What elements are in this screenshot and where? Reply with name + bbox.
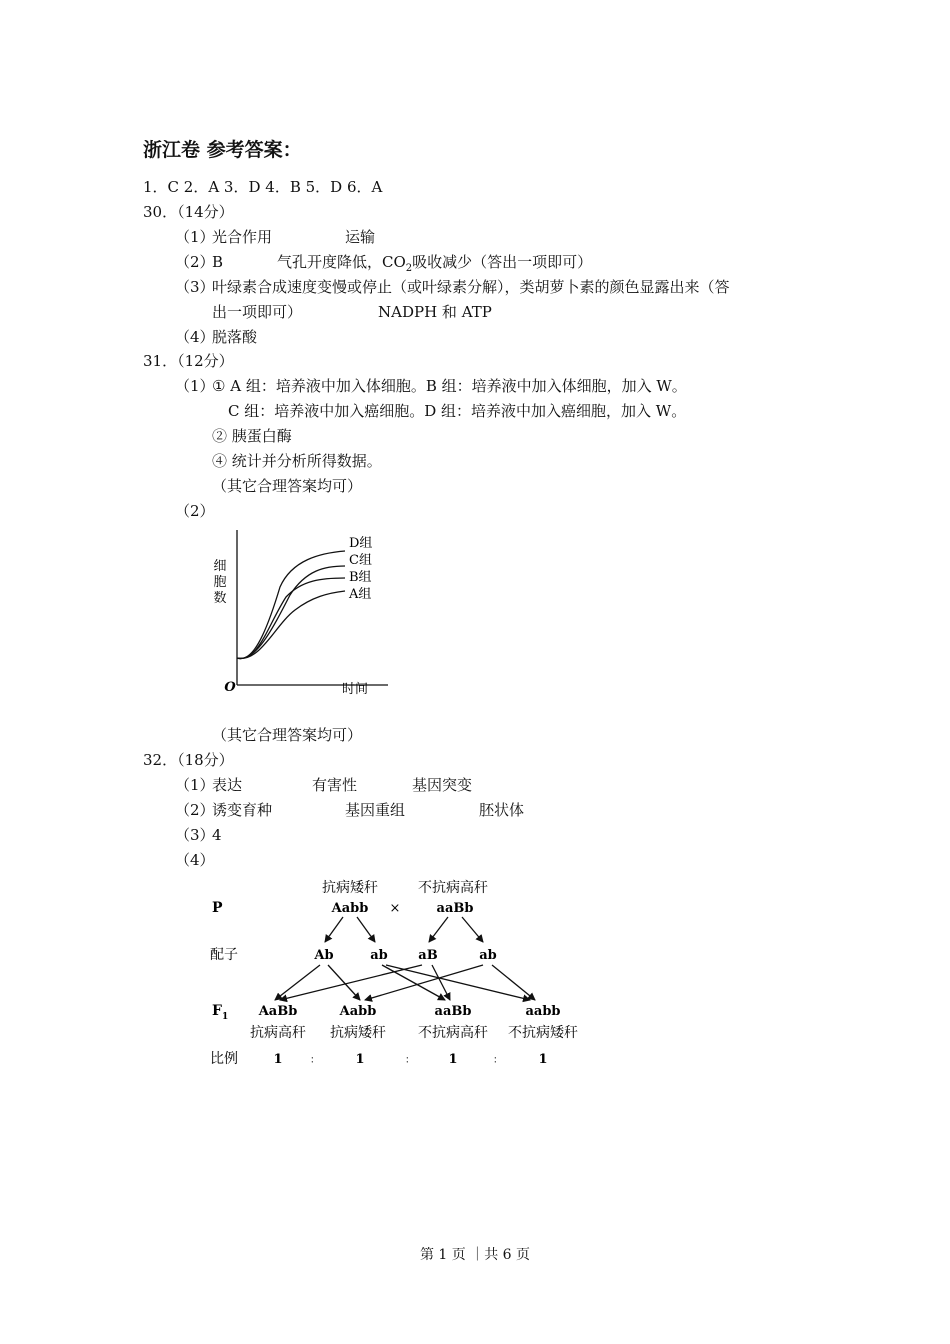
ratio-value-2: 1 (355, 1052, 365, 1067)
q31-line5: （其它合理答案均可） (212, 477, 363, 495)
genetic-cross-diagram (200, 875, 600, 1075)
q31-line2: C 组：培养液中加入癌细胞。D 组：培养液中加入癌细胞，加入 W。 (228, 402, 687, 420)
q32-p1-answer-a: 表达 (212, 776, 243, 794)
q31-line4: ④ 统计并分析所得数据。 (212, 452, 382, 470)
gamete-2: ab (370, 948, 388, 963)
arrow-aB-to-f1-1 (280, 965, 422, 1000)
gamete-3: aB (418, 948, 438, 963)
cross-symbol: × (389, 901, 401, 916)
q30-p2-answer-a: B (212, 253, 224, 271)
q32-p1-label: （1） (175, 776, 215, 794)
q32-p3-answer: 4 (212, 826, 222, 844)
series-label-B: B组 (349, 570, 372, 585)
arrow-ab-to-f1-2 (328, 965, 360, 1000)
q30-header: 30．（14分） (143, 203, 234, 221)
q32-p1-answer-b: 有害性 (312, 776, 358, 794)
q32-p4-label: （4） (175, 851, 215, 869)
origin-label: O (224, 680, 236, 695)
ratio-value-4: 1 (538, 1052, 548, 1067)
ratio-sep-3: ： (493, 1055, 503, 1066)
mc-answers: 1．C 2．A 3．D 4．B 5．D 6．A (143, 178, 383, 196)
q30-p2-answer-b: 气孔开度降低，$CO_2$吸收减少（答出一项即可） (277, 253, 593, 274)
q32-p1-answer-c: 基因突变 (412, 776, 473, 794)
series-line-A (237, 591, 345, 658)
series-label-C: C组 (349, 553, 372, 568)
ratio-sep-1: ： (310, 1055, 320, 1066)
q30-p1-label: （1） (175, 228, 215, 246)
q30-p3-line1: 叶绿素合成速度变慢或停止（或叶绿素分解），类胡萝卜素的颜色显露出来（答 (212, 278, 730, 296)
q32-p2-answer-b: 基因重组 (345, 801, 406, 819)
parent1-genotype: Aabb (331, 901, 369, 916)
arrow-ab4-to-f1-2 (365, 965, 483, 1000)
q31-header: 31．（12分） (143, 352, 234, 370)
q30-p3-line2: 出一项即可） (212, 303, 303, 321)
arrow-p1-to-gamete2 (357, 917, 375, 942)
f1-genotype-2: Aabb (339, 1004, 377, 1019)
f1-phenotype-4: 不抗病矮秆 (508, 1025, 578, 1041)
p-label: P (212, 900, 223, 916)
f1-label: $F_1$ (212, 1003, 229, 1022)
parent2-phenotype: 不抗病高秆 (418, 880, 488, 896)
f1-genotype-1: AaBb (258, 1004, 298, 1019)
f1-phenotype-1: 抗病高秆 (250, 1025, 306, 1041)
q32-p2-answer-a: 诱变育种 (212, 801, 273, 819)
arrow-ab2-to-f1-4 (386, 965, 530, 1000)
arrow-ab4-to-f1-4 (492, 965, 535, 1000)
q31-line1: ① A 组：培养液中加入体细胞。B 组：培养液中加入体细胞，加入 W。 (212, 377, 687, 395)
f1-genotype-4: aabb (525, 1004, 561, 1019)
series-line-C (237, 566, 345, 659)
series-label-A: A组 (349, 587, 372, 602)
gamete-4: ab (479, 948, 497, 963)
ratio-sep-2: ： (405, 1055, 415, 1066)
q30-p4-label: （4） (175, 328, 215, 346)
ratio-value-3: 1 (448, 1052, 458, 1067)
f1-phenotype-2: 抗病矮秆 (330, 1025, 386, 1041)
q30-p4-answer: 脱落酸 (212, 328, 258, 346)
series-line-B (237, 578, 345, 658)
gamete-1: Ab (314, 948, 334, 963)
arrow-p2-to-gamete3 (429, 917, 448, 942)
q32-p3-label: （3） (175, 826, 215, 844)
q32-header: 32．（18分） (143, 751, 234, 769)
f1-genotype-3: aaBb (434, 1004, 472, 1019)
q30-p3-answer-b: NADPH 和 ATP (378, 303, 492, 321)
y-axis-label-3: 数 (213, 591, 227, 606)
q31-p1-label: （1） (175, 377, 215, 395)
q30-p2-label: （2） (175, 253, 215, 271)
q30-p1-answer-b: 运输 (345, 228, 376, 246)
y-axis-label-1: 细 (213, 559, 227, 574)
q31-p2-label: （2） (175, 502, 215, 520)
f1-phenotype-3: 不抗病高秆 (418, 1025, 488, 1041)
arrow-ab2-to-f1-3 (382, 965, 445, 1000)
q32-p2-answer-c: 胚状体 (479, 801, 525, 819)
growth-chart (210, 525, 400, 700)
series-label-D: D组 (349, 536, 373, 551)
page-title: 浙江卷 参考答案： (143, 139, 302, 161)
q31-note: （其它合理答案均可） (212, 726, 363, 744)
parent1-phenotype: 抗病矮秆 (322, 880, 378, 896)
y-axis-label-2: 胞 (213, 575, 227, 590)
q30-p3-label: （3） (175, 278, 215, 296)
gamete-label: 配子 (210, 947, 238, 963)
page-footer: 第 1 页 ｜共 6 页 (419, 1247, 531, 1263)
ratio-value-1: 1 (273, 1052, 283, 1067)
q31-line3: ② 胰蛋白酶 (212, 427, 292, 445)
arrow-ab-to-f1-1 (275, 965, 320, 1000)
x-axis-label: 时间 (341, 682, 369, 697)
parent2-genotype: aaBb (436, 901, 474, 916)
arrow-p1-to-gamete1 (325, 917, 343, 942)
q30-p1-answer-a: 光合作用 (212, 228, 273, 246)
arrow-p2-to-gamete4 (462, 917, 483, 942)
q32-p2-label: （2） (175, 801, 215, 819)
ratio-label: 比例 (210, 1051, 238, 1067)
